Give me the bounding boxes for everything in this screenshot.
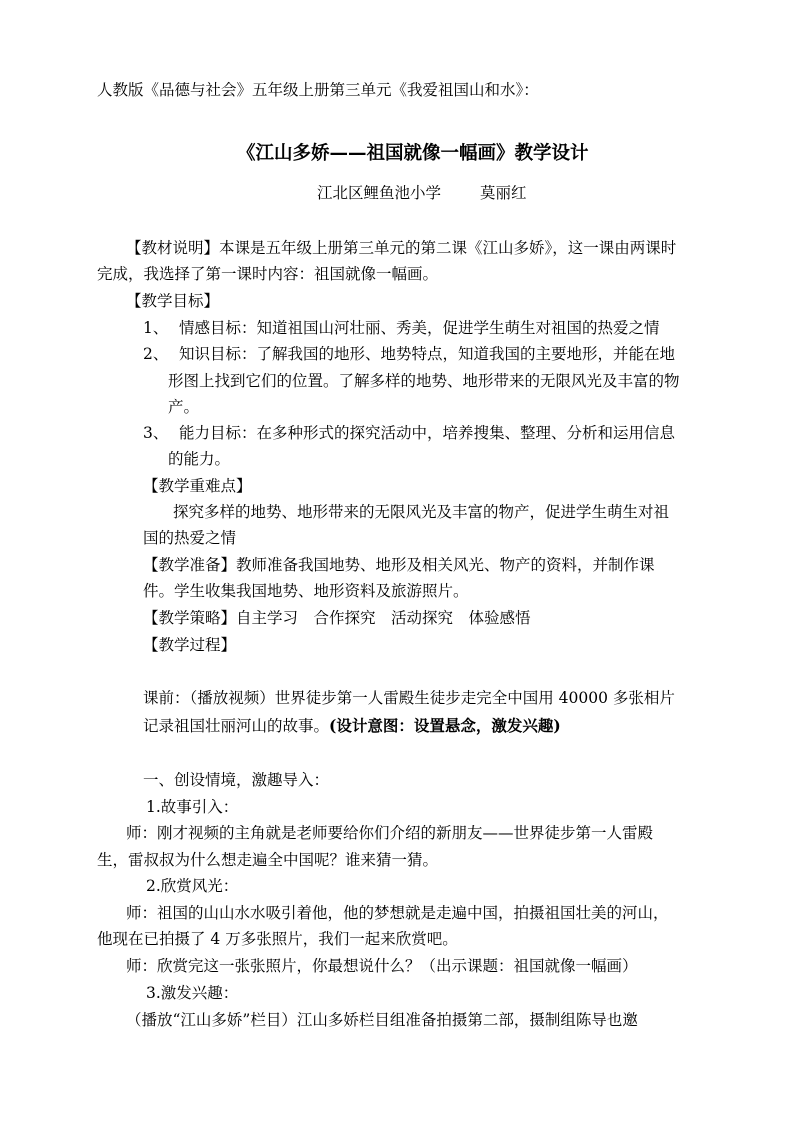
teacher-line-1a: 师：刚才视频的主角就是老师要给你们介绍的新朋友——世界徒步第一人雷殿 bbox=[126, 824, 654, 842]
goal-2-number: 2、 bbox=[143, 345, 169, 363]
goals-heading: 【教学目标】 bbox=[126, 292, 220, 310]
teacher-line-3: 师：欣赏完这一张张照片，你最想说什么？（出示课题：祖国就像一幅画） bbox=[126, 957, 638, 975]
goal-3-line-1: 能力目标：在多种形式的探究活动中，培养搜集、整理、分析和运用信息 bbox=[179, 424, 676, 442]
key-points-line-1: 探究多样的地势、地形带来的无限风光及丰富的物产，促进学生萌生对祖 bbox=[173, 503, 670, 521]
goal-3-line-2: 的能力。 bbox=[168, 450, 231, 468]
goal-2-line-2: 形图上找到它们的位置。了解多样的地势、地形带来的无限风光及丰富的物 bbox=[168, 372, 680, 390]
materials-line-2: 完成，我选择了第一课时内容：祖国就像一幅画。 bbox=[97, 265, 439, 283]
teacher-line-2a: 师：祖国的山山水水吸引着他，他的梦想就是走遍中国，拍摄祖国壮美的河山， bbox=[126, 904, 669, 922]
goal-2-line-3: 产。 bbox=[168, 398, 200, 416]
goal-1-number: 1、 bbox=[143, 319, 169, 337]
school-name: 江北区鲤鱼池小学 bbox=[317, 184, 442, 202]
goal-2-line-1: 知识目标：了解我国的地形、地势特点，知道我国的主要地形，并能在地 bbox=[179, 345, 676, 363]
key-points-heading: 【教学重难点】 bbox=[143, 477, 252, 495]
author-name: 莫丽红 bbox=[480, 184, 527, 202]
subheading-story: 1.故事引入： bbox=[146, 798, 239, 816]
preparation-line-2: 件。学生收集我国地势、地形资料及旅游照片。 bbox=[143, 582, 469, 600]
preparation-line-1: 【教学准备】教师准备我国地势、地形及相关风光、物产的资料，并制作课 bbox=[143, 556, 655, 574]
process-heading: 【教学过程】 bbox=[143, 636, 237, 654]
pre-class-line-2 bbox=[143, 716, 561, 736]
goal-3-number: 3、 bbox=[143, 424, 169, 442]
pre-class-text: 记录祖国壮丽河山的故事。 bbox=[143, 717, 330, 735]
pre-class-line-1: 课前：（播放视频）世界徒步第一人雷殿生徒步走完全中国用 40000 多张相片 bbox=[143, 689, 675, 707]
materials-line-1: 【教材说明】本课是五年级上册第三单元的第二课《江山多娇》，这一课由两课时 bbox=[126, 239, 677, 257]
teacher-line-2b: 他现在已拍摄了 4 万多张照片，我们一起来欣赏吧。 bbox=[97, 930, 458, 948]
document-title: 《江山多娇——祖国就像一幅画》教学设计 bbox=[237, 143, 589, 164]
section-1-heading: 一、创设情境，激趣导入： bbox=[143, 771, 330, 789]
course-line: 人教版《品德与社会》五年级上册第三单元《我爱祖国山和水》： bbox=[97, 81, 539, 99]
subheading-scenery: 2.欣赏风光： bbox=[146, 877, 239, 895]
key-points-line-2: 国的热爱之情 bbox=[143, 529, 237, 547]
subheading-interest: 3.激发兴趣： bbox=[146, 984, 239, 1002]
strategy-line: 【教学策略】自主学习 合作探究 活动探究 体验感悟 bbox=[143, 609, 531, 627]
design-intent-note: (设计意图：设置悬念，激发兴趣) bbox=[329, 716, 561, 735]
teacher-line-4: （播放“江山多娇”栏目）江山多娇栏目组准备拍摄第二部，摄制组陈导也邀 bbox=[126, 1011, 638, 1029]
goal-1-line-1: 情感目标：知道祖国山河壮丽、秀美，促进学生萌生对祖国的热爱之情 bbox=[179, 319, 660, 337]
teacher-line-1b: 生，雷叔叔为什么想走遍全中国呢？谁来猜一猜。 bbox=[97, 851, 439, 869]
